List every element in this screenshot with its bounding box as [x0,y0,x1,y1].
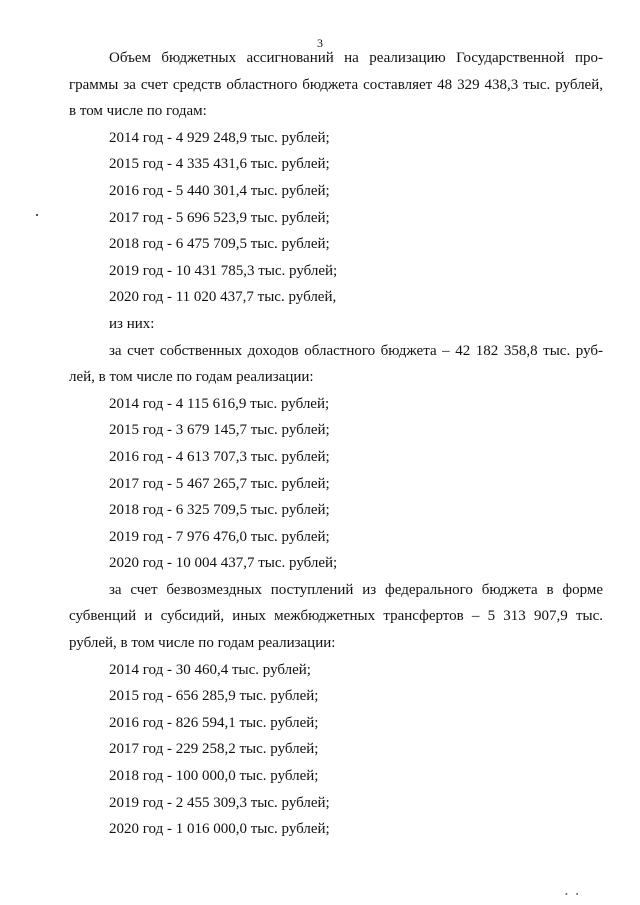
paragraph-2-line-2: лей, в том числе по годам реализации: [69,369,314,386]
list-item: 2019 год - 2 455 309,3 тыс. рублей; [109,794,330,811]
list-item: 2017 год - 229 258,2 тыс. рублей; [109,741,319,758]
paragraph-3-line-1: за счет безвозмездных поступлений из федерального бюджета в форме [109,581,603,598]
paragraph-1-line-1: Объем бюджетных ассигнований на реализацию Государственной про- [109,50,603,66]
scan-speck [36,214,38,216]
list-item: 2015 год - 4 335 431,6 тыс. рублей; [109,156,330,173]
list-item: 2018 год - 100 000,0 тыс. рублей; [109,768,319,785]
list-item: 2019 год - 10 431 785,3 тыс. рублей; [109,262,338,279]
paragraph-2-line-1: за счет собственных доходов областного бюджета – 42 182 358,8 тыс. руб- [109,342,603,359]
paragraph-1-line-2: граммы за счет средств областного бюджета составляет 48 329 438,3 тыс. рублей, [69,76,603,93]
list-item: 2014 год - 4 115 616,9 тыс. рублей; [109,395,330,412]
list-item: 2020 год - 11 020 437,7 тыс. рублей, [109,289,337,306]
list-item: 2017 год - 5 696 523,9 тыс. рублей; [109,209,330,226]
list-item: из них: [109,315,155,332]
list-item: 2016 год - 4 613 707,3 тыс. рублей; [109,448,330,465]
list-item: 2017 год - 5 467 265,7 тыс. рублей; [109,475,330,492]
list-item: 2015 год - 3 679 145,7 тыс. рублей; [109,422,330,439]
page-number: 3 [317,36,323,50]
list-item: 2018 год - 6 475 709,5 тыс. рублей; [109,236,330,253]
scan-corner-marks: •• [565,890,587,899]
list-item: 2015 год - 656 285,9 тыс. рублей; [109,688,319,705]
document-body [69,45,603,843]
list-item: 2019 год - 7 976 476,0 тыс. рублей; [109,528,330,545]
list-item: 2014 год - 4 929 248,9 тыс. рублей; [109,129,330,146]
list-item: 2020 год - 10 004 437,7 тыс. рублей; [109,555,338,572]
list-item: 2016 год - 826 594,1 тыс. рублей; [109,714,319,731]
paragraph-3-line-2: субвенций и субсидий, иных межбюджетных трансфертов – 5 313 907,9 тыс. [69,608,603,625]
list-item: 2016 год - 5 440 301,4 тыс. рублей; [109,182,330,199]
list-item: 2014 год - 30 460,4 тыс. рублей; [109,661,311,678]
paragraph-3-line-3: рублей, в том числе по годам реализации: [69,635,336,652]
list-item: 2018 год - 6 325 709,5 тыс. рублей; [109,502,330,519]
list-item: 2020 год - 1 016 000,0 тыс. рублей; [109,821,330,838]
paragraph-1-line-3: в том числе по годам: [69,103,207,120]
